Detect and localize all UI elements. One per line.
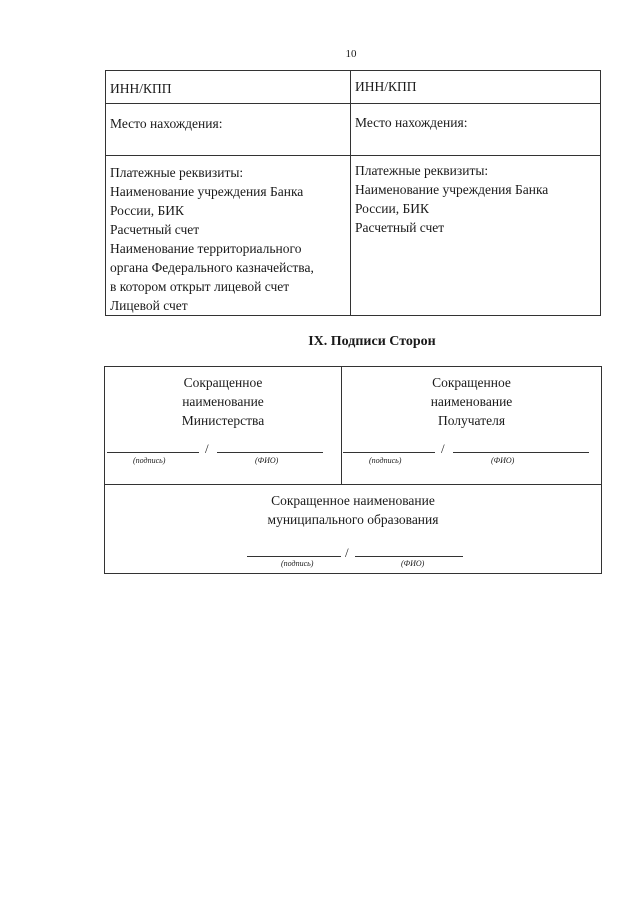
payment-line: органа Федерального казначейства,: [110, 260, 314, 275]
payment-line: Расчетный счет: [355, 220, 445, 235]
page-number: 10: [345, 48, 357, 60]
recipient-fio-caption: (ФИО): [491, 456, 515, 465]
ministry-name: [105, 373, 341, 430]
payment-line: Платежные реквизиты:: [355, 163, 489, 178]
payment-line: в котором открыт лицевой счет: [110, 279, 290, 294]
inn-kpp-right: ИНН/КПП: [355, 79, 417, 94]
payment-line: Платежные реквизиты:: [110, 165, 244, 180]
name-line: Сокращенное наименование: [271, 493, 435, 508]
signature-blank: [343, 452, 435, 453]
row-divider: [106, 103, 600, 104]
municipality-fio-caption: (ФИО): [401, 559, 425, 568]
slash: /: [345, 545, 349, 560]
payment-line: Расчетный счет: [110, 222, 200, 237]
payment-line: России, БИК: [355, 201, 429, 216]
name-line: наименование: [182, 394, 264, 409]
name-line: Министерства: [181, 413, 265, 428]
payment-line: Наименование учреждения Банка: [355, 182, 549, 197]
name-line: Сокращенное: [183, 375, 263, 390]
signature-blank: [107, 452, 199, 453]
name-line: Сокращенное: [432, 375, 511, 390]
payment-line: Наименование учреждения Банка: [110, 184, 304, 199]
fio-blank: [355, 556, 463, 557]
ministry-fio-caption: (ФИО): [255, 456, 279, 465]
slash: /: [441, 441, 445, 456]
ministry-signature-caption: (подпись): [133, 456, 166, 465]
municipality-signature-line: [247, 541, 467, 560]
municipality-signature-caption: (подпись): [281, 559, 314, 568]
location-right: Место нахождения:: [355, 115, 468, 130]
row-divider: [106, 155, 600, 156]
fio-blank: [453, 452, 589, 453]
inn-kpp-left: ИНН/КПП: [110, 81, 172, 96]
payment-line: Наименование территориального: [110, 241, 302, 256]
recipient-name: [342, 373, 601, 430]
signature-blank: [247, 556, 341, 557]
name-line: муниципального образования: [267, 512, 439, 527]
payment-line: Лицевой счет: [110, 298, 188, 313]
recipient-signature-line: [343, 437, 593, 456]
name-line: Получателя: [437, 413, 506, 428]
section-title: IX. Подписи Сторон: [308, 334, 436, 349]
payment-details-right: [355, 161, 548, 237]
payment-line: России, БИК: [110, 203, 184, 218]
payment-details-left: [110, 163, 314, 315]
municipality-name: [105, 491, 601, 529]
location-left: Место нахождения:: [110, 116, 223, 131]
row-divider: [105, 484, 601, 485]
name-line: наименование: [430, 394, 513, 409]
fio-blank: [217, 452, 323, 453]
slash: /: [205, 441, 209, 456]
column-divider: [350, 71, 351, 315]
signatures-table: [104, 366, 602, 574]
requisites-table: [105, 70, 601, 316]
ministry-signature-line: [107, 437, 333, 456]
recipient-signature-caption: (подпись): [369, 456, 402, 465]
